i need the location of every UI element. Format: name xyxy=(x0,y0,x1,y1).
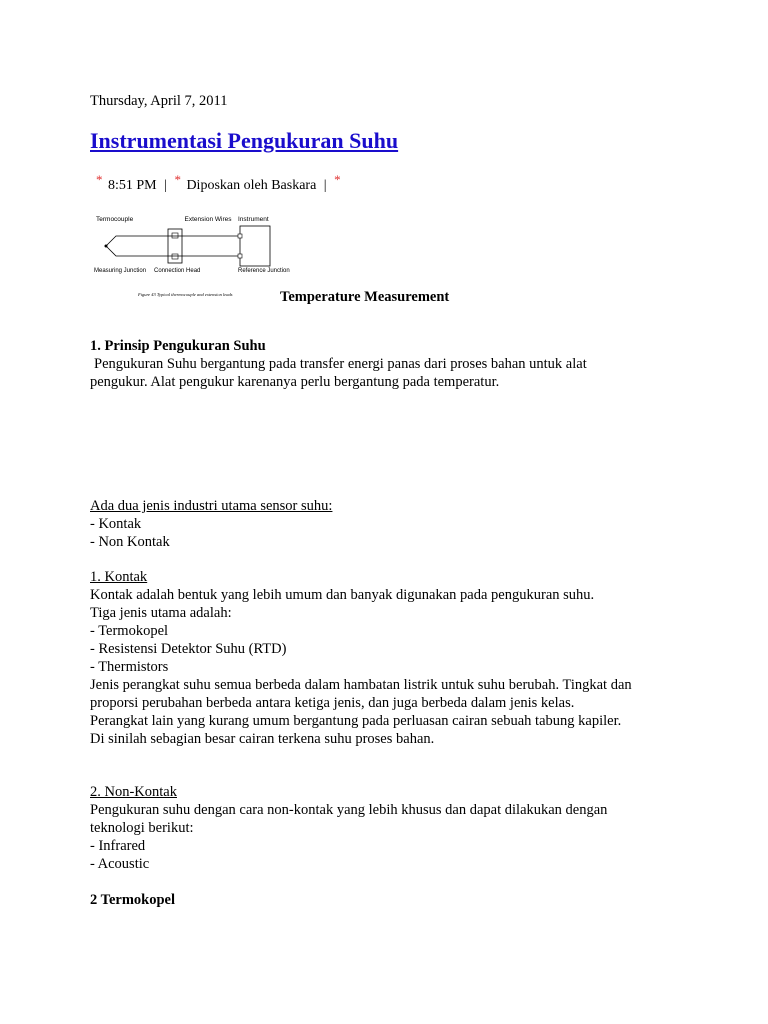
list-item: - Acoustic xyxy=(90,856,150,872)
kontak-heading: 1. Kontak xyxy=(90,569,148,585)
section-heading: 2 Termokopel xyxy=(90,892,175,908)
paragraph-line: Perangkat lain yang kurang umum bergantung pada perluasan cairan sebuah tabung kapiler. xyxy=(90,713,622,729)
post-date: Thursday, April 7, 2011 xyxy=(90,93,228,109)
label-measuring-junction: Measuring Junction xyxy=(94,268,147,274)
paragraph-line: Tiga jenis utama adalah: xyxy=(90,605,232,621)
post-title-link[interactable]: Instrumentasi Pengukuran Suhu xyxy=(90,128,399,153)
asterisk-icon: * xyxy=(96,172,103,187)
paragraph-line: Kontak adalah bentuk yang lebih umum dan banyak digunakan pada pengukuran suhu. xyxy=(90,587,595,603)
thermocouple-diagram xyxy=(92,212,290,307)
asterisk-icon: * xyxy=(334,172,341,187)
paragraph-line: Pengukuran Suhu bergantung pada transfer energi panas dari proses bahan untuk alat xyxy=(94,356,587,372)
figure-caption: Temperature Measurement xyxy=(280,289,450,305)
list-item: - Termokopel xyxy=(90,623,169,639)
asterisk-icon: * xyxy=(174,172,181,187)
paragraph-line: Jenis perangkat suhu semua berbeda dalam hambatan listrik untuk suhu berubah. Tingkat dan xyxy=(90,677,632,693)
types-intro: Ada dua jenis industri utama sensor suhu: xyxy=(90,498,333,514)
divider: | xyxy=(164,178,167,193)
list-item: - Kontak xyxy=(90,516,142,532)
nonkontak-heading: 2. Non-Kontak xyxy=(90,784,177,800)
post-time: 8:51 PM xyxy=(108,178,157,193)
list-item: - Infrared xyxy=(90,838,146,854)
label-extension-wires-text: Extension Wires xyxy=(184,216,232,223)
list-item: - Thermistors xyxy=(90,659,169,675)
paragraph-line: teknologi berikut: xyxy=(90,820,194,836)
paragraph-line: proporsi perubahan berbeda antara ketiga jenis, dan juga berbeda dalam jenis kelas. xyxy=(90,695,575,711)
label-connection-head: Connection Head xyxy=(154,268,201,274)
figure-caption-small: Figure 43 Typical thermocouple and extension leads xyxy=(138,292,233,297)
label-thermocouple: Termocouple xyxy=(96,216,134,223)
label-instrument: Instrument xyxy=(238,216,269,223)
label-extension-wires xyxy=(185,216,233,223)
divider: | xyxy=(323,178,327,193)
paragraph-line: Di sinilah sebagian besar cairan terkena suhu proses bahan. xyxy=(90,731,435,747)
post-meta xyxy=(96,172,343,195)
paragraph-line: Pengukuran suhu dengan cara non-kontak yang lebih khusus dan dapat dilakukan dengan xyxy=(90,802,608,818)
post-author: Diposkan oleh Baskara xyxy=(186,178,317,193)
paragraph-line: pengukur. Alat pengukur karenanya perlu bergantung pada temperatur. xyxy=(90,374,500,390)
section-heading: 1. Prinsip Pengukuran Suhu xyxy=(90,338,266,354)
label-reference-junction: Reference Junction xyxy=(238,268,290,274)
list-item: - Resistensi Detektor Suhu (RTD) xyxy=(90,641,287,657)
list-item: - Non Kontak xyxy=(90,534,170,550)
